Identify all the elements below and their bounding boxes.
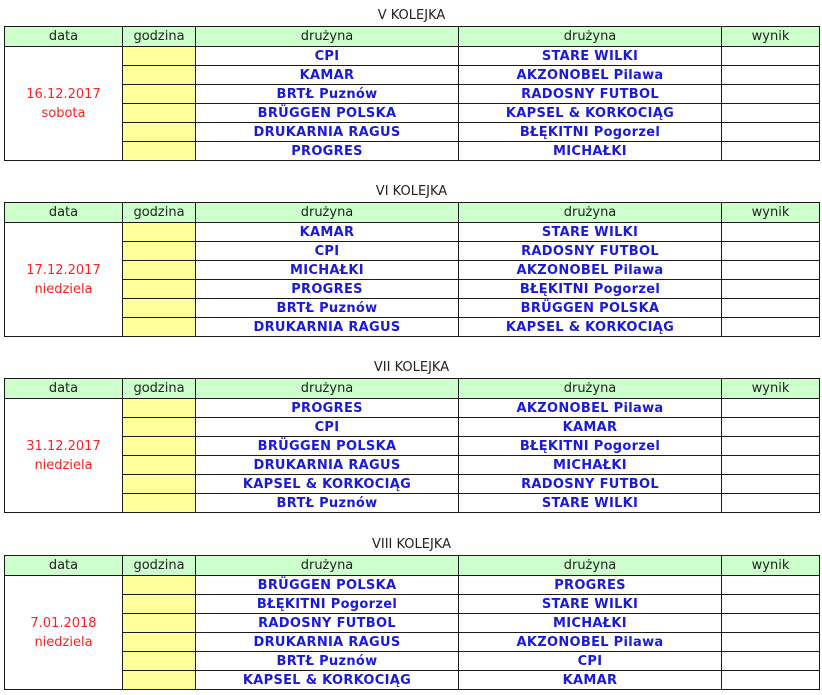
team-away: MICHAŁKI (459, 142, 722, 161)
time-cell[interactable] (123, 85, 196, 104)
header-date: data (5, 27, 123, 47)
time-cell[interactable] (123, 475, 196, 494)
team-home: KAPSEL & KORKOCIĄG (196, 475, 459, 494)
table-row (5, 633, 820, 652)
time-cell[interactable] (123, 399, 196, 418)
team-home: CPI (196, 242, 459, 261)
time-cell[interactable] (123, 418, 196, 437)
table-row (5, 318, 820, 337)
table-header-row (5, 203, 820, 223)
time-cell[interactable] (123, 299, 196, 318)
team-home: BŁĘKITNI Pogorzel (196, 595, 459, 614)
time-cell[interactable] (123, 494, 196, 513)
team-home: KAMAR (196, 223, 459, 242)
round-title: VI KOLEJKA (375, 184, 448, 199)
result-cell[interactable] (722, 475, 820, 494)
result-cell[interactable] (722, 299, 820, 318)
team-home: BRTŁ Puznów (196, 652, 459, 671)
team-home: BRTŁ Puznów (196, 494, 459, 513)
time-cell[interactable] (123, 318, 196, 337)
match-date: 31.12.2017 (26, 438, 101, 454)
match-date-cell (5, 47, 123, 161)
team-home: MICHAŁKI (196, 261, 459, 280)
result-cell[interactable] (722, 399, 820, 418)
team-home: DRUKARNIA RAGUS (196, 456, 459, 475)
round-section (4, 6, 819, 161)
round-title: VIII KOLEJKA (371, 537, 452, 552)
match-date: 16.12.2017 (26, 86, 101, 102)
table-header-row (5, 556, 820, 576)
header-team-home: drużyna (196, 203, 459, 223)
team-home: BRTŁ Puznów (196, 299, 459, 318)
match-day: niedziela (34, 281, 93, 297)
header-result: wynik (722, 379, 820, 399)
time-cell[interactable] (123, 633, 196, 652)
table-row (5, 652, 820, 671)
header-team-away: drużyna (459, 203, 722, 223)
team-away: RADOSNY FUTBOL (459, 475, 722, 494)
team-home: KAPSEL & KORKOCIĄG (196, 671, 459, 690)
table-row (5, 456, 820, 475)
result-cell[interactable] (722, 142, 820, 161)
team-away: AKZONOBEL Pilawa (459, 66, 722, 85)
team-home: PROGRES (196, 280, 459, 299)
time-cell[interactable] (123, 242, 196, 261)
table-row (5, 576, 820, 595)
result-cell[interactable] (722, 104, 820, 123)
time-cell[interactable] (123, 437, 196, 456)
time-cell[interactable] (123, 671, 196, 690)
header-time: godzina (123, 556, 196, 576)
team-home: BRÜGGEN POLSKA (196, 437, 459, 456)
team-away: BŁĘKITNI Pogorzel (459, 437, 722, 456)
team-home: PROGRES (196, 399, 459, 418)
time-cell[interactable] (123, 614, 196, 633)
team-away: MICHAŁKI (459, 614, 722, 633)
result-cell[interactable] (722, 123, 820, 142)
table-row (5, 418, 820, 437)
fixtures-table (4, 555, 820, 690)
time-cell[interactable] (123, 261, 196, 280)
match-date-cell (5, 576, 123, 690)
table-row (5, 299, 820, 318)
result-cell[interactable] (722, 494, 820, 513)
table-row (5, 280, 820, 299)
match-date: 17.12.2017 (26, 262, 101, 278)
team-home: PROGRES (196, 142, 459, 161)
team-home: DRUKARNIA RAGUS (196, 318, 459, 337)
team-home: CPI (196, 47, 459, 66)
match-day: niedziela (34, 634, 93, 650)
team-home: RADOSNY FUTBOL (196, 614, 459, 633)
team-away: STARE WILKI (459, 595, 722, 614)
match-date-cell (5, 223, 123, 337)
team-home: BRÜGGEN POLSKA (196, 104, 459, 123)
table-row (5, 261, 820, 280)
result-cell[interactable] (722, 47, 820, 66)
table-header-row (5, 379, 820, 399)
match-date: 7.01.2018 (30, 615, 97, 631)
match-day: niedziela (34, 457, 93, 473)
team-away: RADOSNY FUTBOL (459, 85, 722, 104)
result-cell[interactable] (722, 595, 820, 614)
team-home: KAMAR (196, 66, 459, 85)
time-cell[interactable] (123, 142, 196, 161)
table-row (5, 595, 820, 614)
table-row (5, 142, 820, 161)
table-row (5, 85, 820, 104)
fixtures-table (4, 202, 820, 337)
header-time: godzina (123, 379, 196, 399)
header-team-home: drużyna (196, 27, 459, 47)
table-row (5, 399, 820, 418)
team-away: CPI (459, 652, 722, 671)
table-row (5, 47, 820, 66)
team-away: BŁĘKITNI Pogorzel (459, 123, 722, 142)
round-title: V KOLEJKA (377, 8, 446, 23)
header-time: godzina (123, 203, 196, 223)
result-cell[interactable] (722, 652, 820, 671)
fixtures-table (4, 26, 820, 161)
team-away: KAPSEL & KORKOCIĄG (459, 318, 722, 337)
result-cell[interactable] (722, 318, 820, 337)
round-section (4, 182, 819, 337)
result-cell[interactable] (722, 456, 820, 475)
time-cell[interactable] (123, 66, 196, 85)
result-cell[interactable] (722, 576, 820, 595)
result-cell[interactable] (722, 437, 820, 456)
table-row (5, 614, 820, 633)
team-away: BRÜGGEN POLSKA (459, 299, 722, 318)
team-home: CPI (196, 418, 459, 437)
team-away: STARE WILKI (459, 223, 722, 242)
round-title: VII KOLEJKA (373, 360, 450, 375)
team-away: PROGRES (459, 576, 722, 595)
match-date-cell (5, 399, 123, 513)
time-cell[interactable] (123, 456, 196, 475)
team-home: DRUKARNIA RAGUS (196, 633, 459, 652)
team-away: KAPSEL & KORKOCIĄG (459, 104, 722, 123)
header-result: wynik (722, 556, 820, 576)
header-result: wynik (722, 203, 820, 223)
time-cell[interactable] (123, 280, 196, 299)
round-section (4, 358, 819, 513)
header-date: data (5, 379, 123, 399)
time-cell[interactable] (123, 47, 196, 66)
result-cell[interactable] (722, 614, 820, 633)
header-time: godzina (123, 27, 196, 47)
time-cell[interactable] (123, 652, 196, 671)
header-date: data (5, 556, 123, 576)
round-section (4, 535, 819, 690)
result-cell[interactable] (722, 85, 820, 104)
match-day: sobota (41, 105, 86, 121)
team-away: KAMAR (459, 418, 722, 437)
team-home: BRÜGGEN POLSKA (196, 576, 459, 595)
table-row (5, 223, 820, 242)
header-date: data (5, 203, 123, 223)
header-team-home: drużyna (196, 556, 459, 576)
table-row (5, 475, 820, 494)
team-away: AKZONOBEL Pilawa (459, 261, 722, 280)
header-team-home: drużyna (196, 379, 459, 399)
result-cell[interactable] (722, 66, 820, 85)
result-cell[interactable] (722, 223, 820, 242)
result-cell[interactable] (722, 633, 820, 652)
team-home: DRUKARNIA RAGUS (196, 123, 459, 142)
header-team-away: drużyna (459, 27, 722, 47)
table-row (5, 437, 820, 456)
team-away: MICHAŁKI (459, 456, 722, 475)
fixtures-table (4, 378, 820, 513)
team-away: RADOSNY FUTBOL (459, 242, 722, 261)
result-cell[interactable] (722, 671, 820, 690)
result-cell[interactable] (722, 261, 820, 280)
result-cell[interactable] (722, 418, 820, 437)
team-away: AKZONOBEL Pilawa (459, 633, 722, 652)
table-row (5, 671, 820, 690)
team-away: AKZONOBEL Pilawa (459, 399, 722, 418)
table-row (5, 242, 820, 261)
result-cell[interactable] (722, 280, 820, 299)
team-away: BŁĘKITNI Pogorzel (459, 280, 722, 299)
time-cell[interactable] (123, 595, 196, 614)
team-home: BRTŁ Puznów (196, 85, 459, 104)
team-away: STARE WILKI (459, 494, 722, 513)
time-cell[interactable] (123, 223, 196, 242)
result-cell[interactable] (722, 242, 820, 261)
table-row (5, 123, 820, 142)
header-team-away: drużyna (459, 379, 722, 399)
table-row (5, 494, 820, 513)
table-header-row (5, 27, 820, 47)
time-cell[interactable] (123, 576, 196, 595)
time-cell[interactable] (123, 104, 196, 123)
table-row (5, 104, 820, 123)
table-row (5, 66, 820, 85)
team-away: STARE WILKI (459, 47, 722, 66)
team-away: KAMAR (459, 671, 722, 690)
time-cell[interactable] (123, 123, 196, 142)
header-result: wynik (722, 27, 820, 47)
header-team-away: drużyna (459, 556, 722, 576)
